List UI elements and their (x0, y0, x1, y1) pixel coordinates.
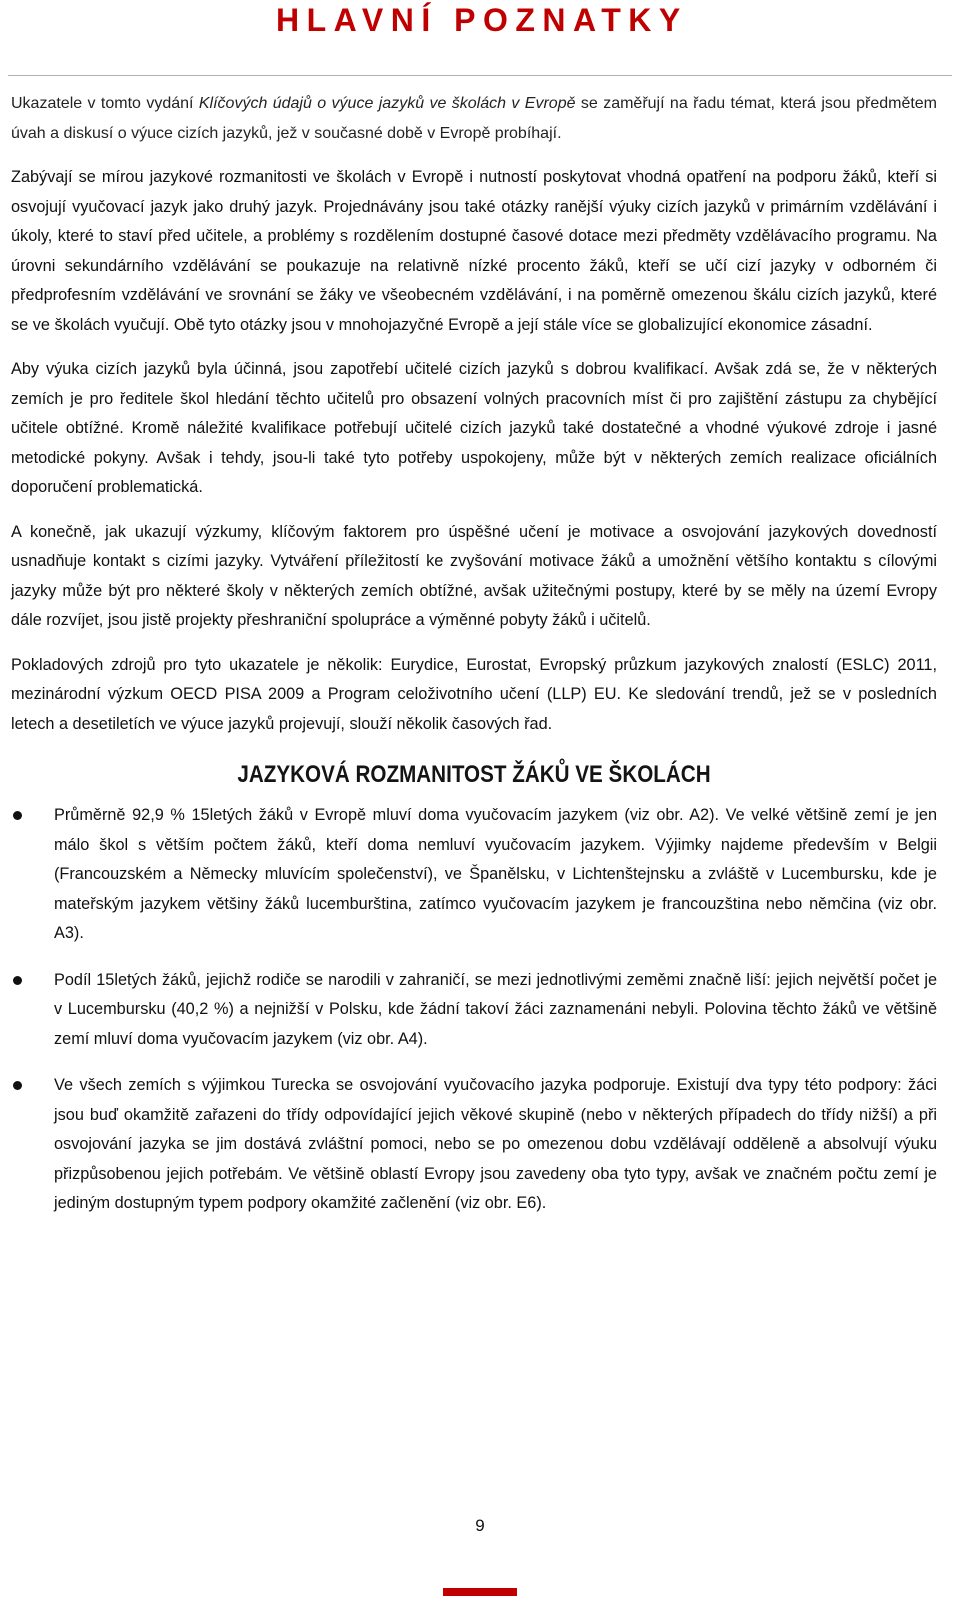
page-number: 9 (475, 1516, 485, 1535)
intro-paragraph-3: Aby výuka cizích jazyků byla účinná, jsou zapotřebí učitelé cizích jazyků s dobrou kvalifikací. Avšak zdá se, že v některých zemích je pro ředitele škol hledání těchto učitelů pro obsazení volných pracovních míst či pro zajištění zástupu za chybějící učitele obtížné. Kromě náležité kvalifikace potřebují učitelé cizích jazyků také dostatečné a vhodné výukové zdroje i jasné metodické pokyny. Avšak i tehdy, jsou-li také tyto potřeby uspokojeny, může být v některých zemích realizace oficiálních doporučení problematická. (11, 360, 937, 496)
bullet-list (11, 801, 937, 1219)
bullet-dot-icon (13, 976, 22, 985)
header-rule (8, 75, 952, 76)
footer-accent-bar (443, 1588, 517, 1596)
publication-title-italic: Klíčových údajů o výuce jazyků ve školách v Evropě (198, 95, 576, 112)
header-band (0, 0, 960, 48)
page-title: HLAVNÍ POZNATKY (276, 2, 688, 38)
bullet-dot-icon (13, 1081, 22, 1090)
body-content (11, 89, 937, 1236)
intro-paragraph-1 (11, 89, 937, 148)
intro-paragraph-2: Zabývají se mírou jazykové rozmanitosti ve školách v Evropě i nutností poskytovat vhodná opatření na podporu žáků, kteří si osvojují vyučovací jazyk jako druhý jazyk. Projednávány jsou také otázky ranější výuky cizích jazyků v primárním vzdělávání i úkoly, které to staví před učitele, a problémy s rozdělením dostupné časové dotace mezi předměty vzdělávacího programu. Na úrovni sekundárního vzdělávání se poukazuje na relativně nízké procento žáků, kteří se učí cizí jazyky v odborném či předprofesním vzdělávání ve srovnání se žáky ve všeobecném vzdělávání, i na poměrně omezenou škálu cizích jazyků, které se ve školách vyučují. Obě tyto otázky jsou v mnohojazyčné Evropě a její stále více se globalizující ekonomice zásadní. (11, 168, 937, 334)
intro-text-before: Ukazatele v tomto vydání (11, 95, 199, 112)
bullet-text: Průměrně 92,9 % 15letých žáků v Evropě mluví doma vyučovacím jazykem (viz obr. A2). Ve velké většině zemí je jen málo škol s větším počtem žáků, kteří doma nemluví vyučovacím jazykem. Výjimky najdeme především v Belgii (Francouzském a Německy mluvícím společenství), ve Španělsku, v Lichtenštejnsku a zvláště v Lucembursku, kde je mateřským jazykem většiny žáků lucemburština, zatímco vyučovacím jazykem je francouzština nebo němčina (viz obr. A3). (54, 806, 937, 942)
bullet-dot-icon (13, 811, 22, 820)
intro-text-after: se zaměřují na řadu témat, která jsou předmětem úvah a diskusí o výuce cizích jazyků, jež v současné době v Evropě probíhají. (11, 95, 938, 142)
section-heading: JAZYKOVÁ ROZMANITOST ŽÁKŮ VE ŠKOLÁCH (237, 761, 711, 788)
intro-paragraph-4: A konečně, jak ukazují výzkumy, klíčovým faktorem pro úspěšné učení je motivace a osvojování jazykových dovedností usnadňuje kontakt s cizími jazyky. Vytváření příležitostí ke zvyšování motivace žáků a umožnění většího kontaktu s cílovými jazyky může být pro některé školy v některých zemích obtížné, avšak užitečnými postupy, které by se měly na území Evropy dále rozvíjet, jsou jistě projekty přeshraniční spolupráce a výměnné pobyty žáků i učitelů. (11, 522, 937, 629)
intro-paragraph-5: Pokladových zdrojů pro tyto ukazatele je několik: Eurydice, Eurostat, Evropský průzkum jazykových znalostí (ESLC) 2011, mezinárodní výzkum OECD PISA 2009 a Program celoživotního učení (LLP) EU. Ke sledování trendů, jež se v posledních letech a desetiletích ve výuce jazyků projevují, slouží několik časových řad. (11, 655, 937, 733)
list-item (11, 1071, 937, 1219)
bullet-text: Ve všech zemích s výjimkou Turecka se osvojování vyučovacího jazyka podporuje. Existují dva typy této podpory: žáci jsou buď okamžitě zařazeni do třídy odpovídající jejich věkové skupině (nebo v některých případech do třídy nižší) a při osvojování jazyka se jim dostává zvláštní pomoci, nebo se po omezenou dobu vzdělávají odděleně a absolvují výuku přizpůsobenou jejich potřebám. Ve většině oblastí Evropy jsou zavedeny oba tyto typy, avšak ve značném počtu zemí je jediným dostupným typem podpory okamžité začlenění (viz obr. E6). (54, 1076, 937, 1212)
list-item (11, 801, 937, 949)
list-item (11, 966, 937, 1055)
bullet-text: Podíl 15letých žáků, jejichž rodiče se narodili v zahraničí, se mezi jednotlivými zeměmi značně liší: jejich největší počet je v Lucembursku (40,2 %) a nejnižší v Polsku, kde žádní takoví žáci zaznamenáni nebyli. Polovina těchto žáků ve většině zemí mluví doma vyučovacím jazykem (viz obr. A4). (54, 970, 937, 1048)
